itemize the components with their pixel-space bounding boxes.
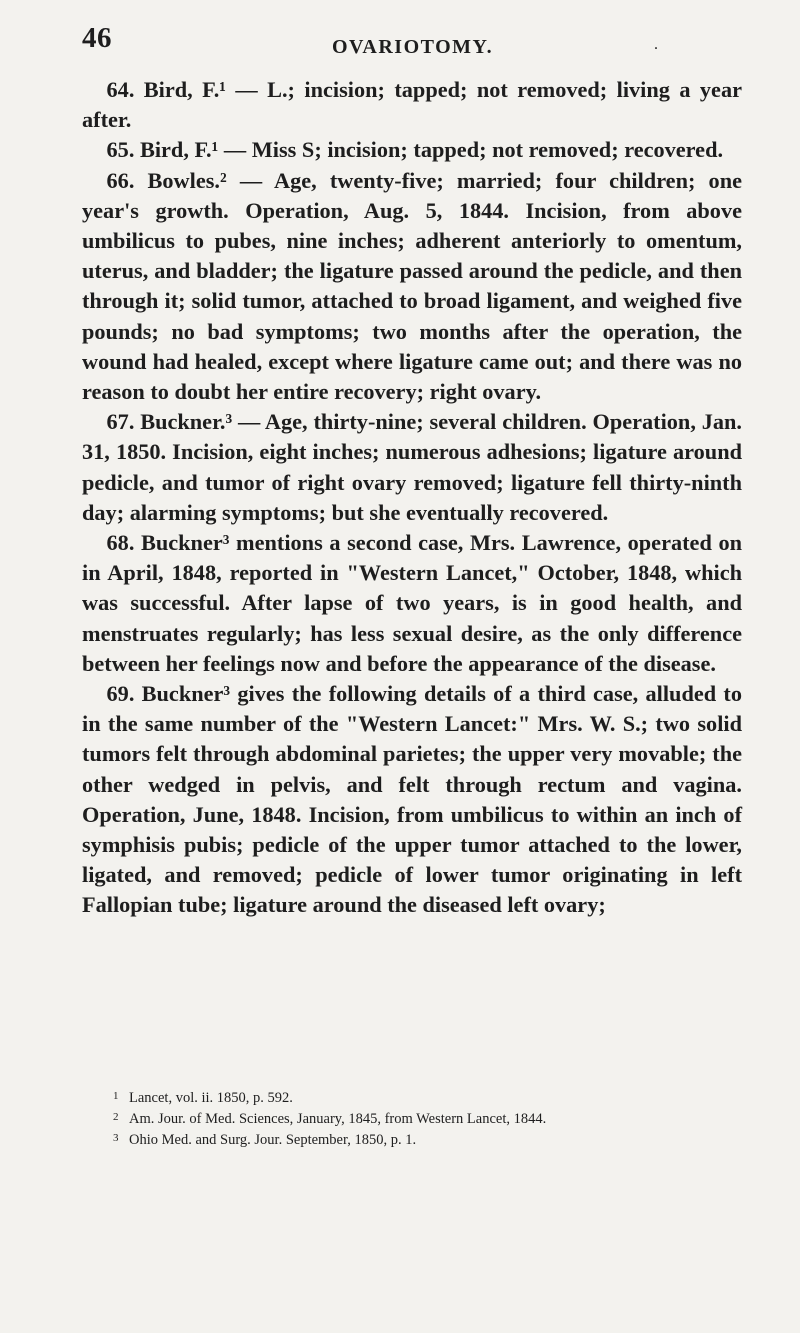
case-66-paragraph: 66. Bowles.² — Age, twenty-five; married; four children; one year's growth. Operation, Aug. 5, 1844. Incision, from above umbilicus to pubes, nine inches; adherent anteriorly to omentum, uterus, and bladder; the ligature passed around the pedicle, and then through it; solid tumor, attached to broad ligament, and weighed five pounds; no bad symptoms; two months after the operation, the wound had healed, except where ligature came out; and there was no reason to doubt her entire recovery; right ovary. — [82, 167, 742, 405]
footnote-text: Lancet, vol. ii. 1850, p. 592. — [129, 1090, 293, 1106]
footnote-number: 3 — [113, 1132, 119, 1144]
footnote-text: Am. Jour. of Med. Sciences, January, 1845, from Western Lancet, 1844. — [129, 1111, 547, 1127]
running-title: OVARIOTOMY. — [332, 36, 494, 58]
page-header — [82, 22, 742, 62]
case-65-paragraph: 65. Bird, F.¹ — Miss S; incision; tapped; not removed; recovered. — [106, 137, 724, 163]
footnotes — [113, 1087, 753, 1150]
case-69-paragraph: 69. Buckner³ gives the following details of a third case, alluded to in the same number of the "Western Lancet:" Mrs. W. S.; two solid tumors felt through abdominal parietes; the upper very movable; the other wedged in pelvis, and felt through rectum and vagina. Operation, June, 1848. Incision, from umbilicus to within an inch of symphisis pubis; pedicle of the upper tumor attached to the lower, ligated, and removed; pedicle of lower tumor originating in left Fallopian tube; ligature around the diseased left ovary; — [82, 681, 742, 918]
footnote-text: Ohio Med. and Surg. Jour. September, 1850, p. 1. — [129, 1132, 417, 1148]
footnote-2 — [113, 1108, 753, 1129]
body-text — [82, 75, 742, 921]
footnote-3 — [113, 1129, 753, 1150]
header-mark: . — [654, 36, 658, 53]
case-64-paragraph: 64. Bird, F.¹ — L.; incision; tapped; not removed; living a year after. — [82, 77, 742, 133]
case-68-paragraph: 68. Buckner³ mentions a second case, Mrs. Lawrence, operated on in April, 1848, reported in "Western Lancet," October, 1848, which was successful. After lapse of two years, is in good health, and menstruates regularly; has less sexual desire, as the only difference between her feelings now and before the appearance of the disease. — [82, 530, 742, 676]
footnote-1 — [113, 1087, 753, 1108]
footnote-number: 1 — [113, 1090, 119, 1102]
case-67-paragraph: 67. Buckner.³ — Age, thirty-nine; several children. Operation, Jan. 31, 1850. Incision, eight inches; numerous adhesions; ligature around pedicle, and tumor of right ovary removed; ligature fell thirty-ninth day; alarming symptoms; but she eventually recovered. — [82, 409, 742, 525]
footnote-number: 2 — [113, 1111, 119, 1123]
page-number: 46 — [82, 22, 112, 54]
